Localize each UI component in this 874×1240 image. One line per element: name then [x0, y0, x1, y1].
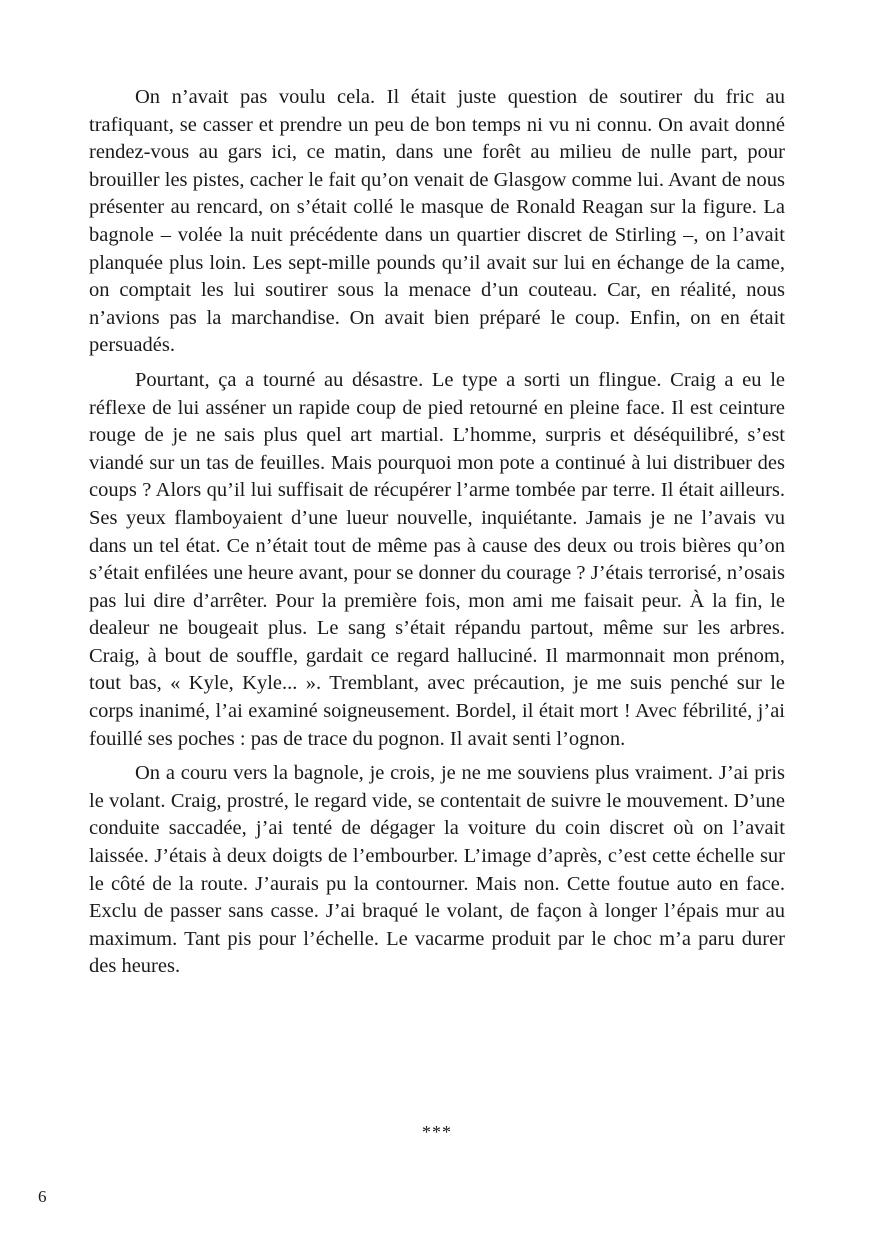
paragraph-2: Pourtant, ça a tourné au désastre. Le type a sorti un flingue. Craig a eu le réflexe de lui asséner un rapide coup de pied retourné en pleine face. Il est ceinture rouge de je ne sais plus quel art martial. L’homme, surpris et déséquilibré, s’est viandé sur un tas de feuilles. Mais pourquoi mon pote a continué à lui distribuer des coups ? Alors qu’il lui suffisait de récupérer l’arme tombée par terre. Il était ailleurs. Ses yeux flamboyaient d’une lueur nouvelle, inquiétante. Jamais je ne l’avais vu dans un tel état. Ce n’était tout de même pas à cause des deux ou trois bières qu’on s’était enfilées une heure avant, pour se donner du courage ? J’étais terrorisé, n’osais pas lui dire d’arrêter. Pour la première fois, mon ami me faisait peur. À la fin, le dealeur ne bougeait plus. Le sang s’était répandu partout, même sur les arbres. Craig, à bout de souffle, gardait ce regard halluciné. Il marmonnait mon prénom, tout bas, « Kyle, Kyle... ». Tremblant, avec précaution, je me suis penché sur le corps inanimé, l’ai examiné soigneusement. Bordel, il était mort ! Avec fébrilité, j’ai fouillé ses poches : pas de trace du pognon. Il avait senti l’ognon.	[89, 368, 785, 750]
paragraph-3: On a couru vers la bagnole, je crois, je ne me souviens plus vraiment. J’ai pris le volant. Craig, prostré, le regard vide, se contentait de suivre le mouvement. D’une conduite saccadée, j’ai tenté de dégager la voiture du coin discret où on l’avait laissée. J’étais à deux doigts de l’embourber. L’image d’après, c’est cette échelle sur le côté de la route. J’aurais pu la contourner. Mais non. Cette foutue auto en face. Exclu de passer sans casse. J’ai braqué le volant, de façon à longer l’épais mur au maximum. Tant pis pour l’échelle. Le vacarme produit par le choc m’a paru durer des heures.	[89, 762, 785, 978]
section-separator: ***	[422, 1122, 452, 1142]
body-text	[89, 84, 785, 988]
paragraph-1: On n’avait pas voulu cela. Il était juste question de soutirer du fric au trafiquant, se casser et prendre un peu de bon temps ni vu ni connu. On avait donné rendez-vous au gars ici, ce matin, dans une forêt au milieu de nulle part, pour brouiller les pistes, cacher le fait qu’on venait de Glasgow comme lui. Avant de nous présenter au rencard, on s’était collé le masque de Ronald Reagan sur la figure. La bagnole – volée la nuit précédente dans un quartier discret de Stirling –, on l’avait planquée plus loin. Les sept-mille pounds qu’il avait sur lui en échange de la came, on comptait les lui soutirer sous la menace d’un couteau. Car, en réalité, nous n’avions pas la marchandise. On avait bien préparé le coup. Enfin, on en était persuadés.	[89, 86, 785, 357]
page-number: 6	[38, 1187, 47, 1206]
